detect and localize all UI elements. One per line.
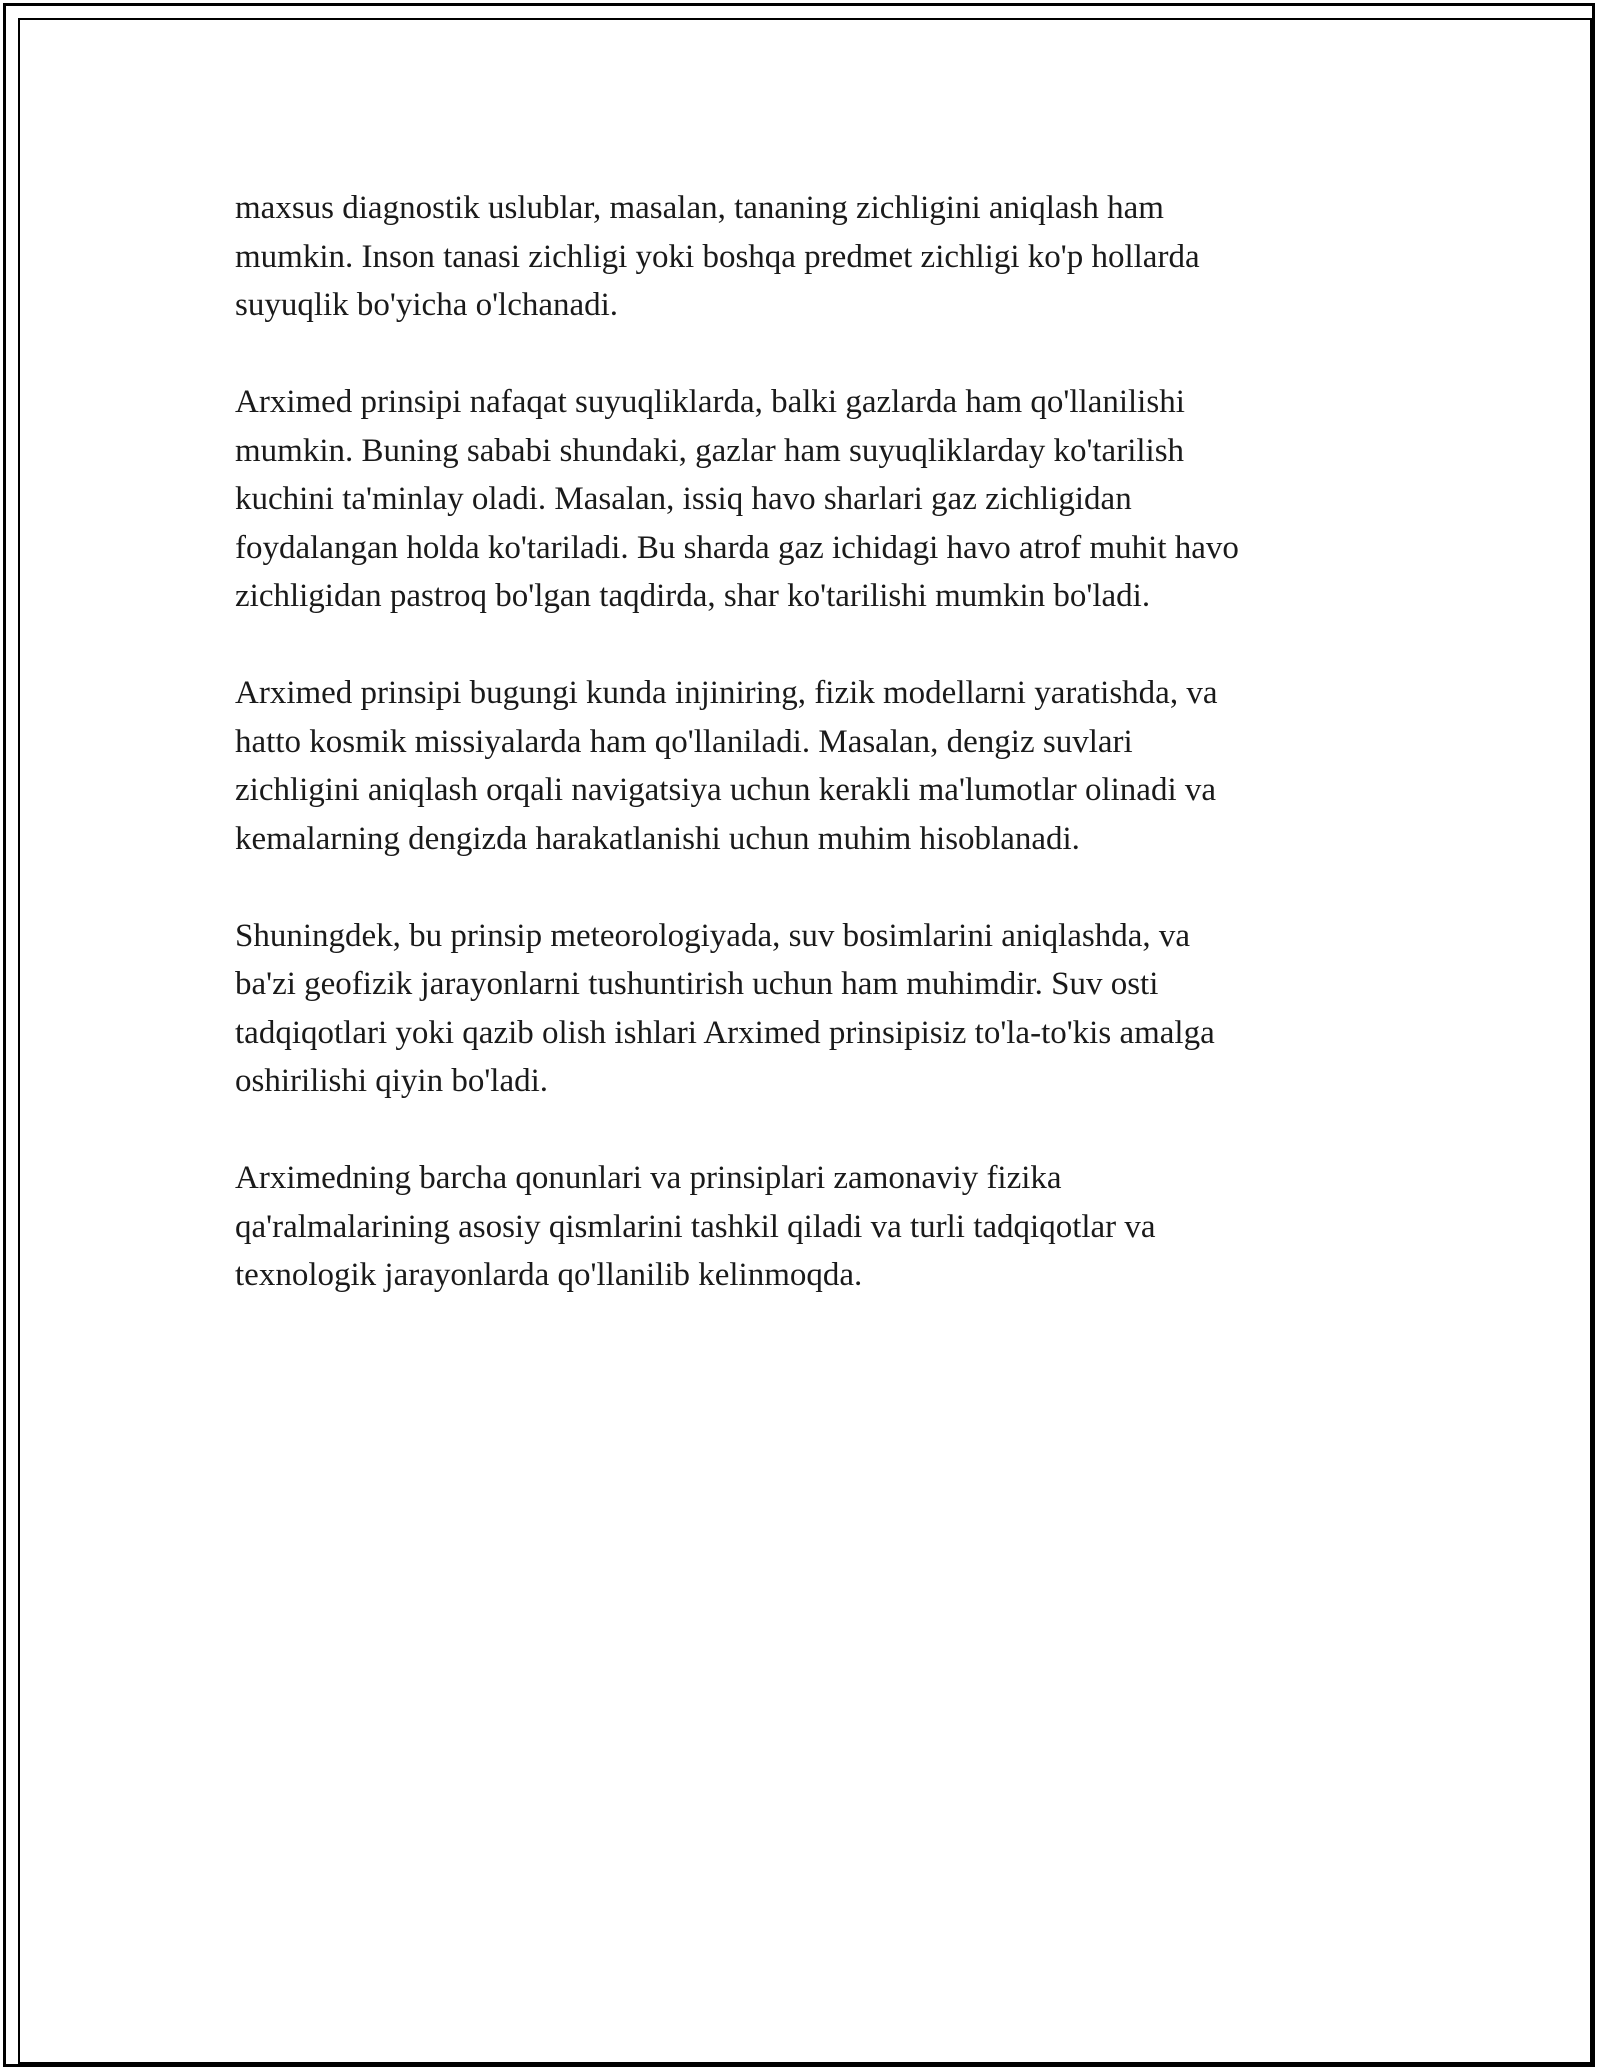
paragraph-3: Arximed prinsipi bugungi kunda injiniring, fizik modellarni yaratishda, va hatto kosmik missiyalarda ham qo'llaniladi. Masalan, dengiz suvlari zichligini aniqlash orqali navigatsiya uchun kerakli ma'lumotlar olinadi va kemalarning dengizda harakatlanishi uchun muhim hisoblanadi. [235, 675, 1218, 857]
paragraph-5: Arximedning barcha qonunlari va prinsiplari zamonaviy fizika qa'ralmalarining asosiy qismlarini tashkil qiladi va turli tadqiqotlar va texnologik jarayonlarda qo'llanilib kelinmoqda. [235, 1160, 1156, 1293]
paragraph-4: Shuningdek, bu prinsip meteorologiyada, suv bosimlarini aniqlashda, va ba'zi geofizik jarayonlarni tushuntirish uchun ham muhimdir. Suv osti tadqiqotlari yoki qazib olish ishlari Arximed prinsipisiz to'la-to'kis amalga oshirilishi qiyin bo'ladi. [235, 917, 1215, 1099]
document-body [235, 184, 1375, 1348]
paragraph-1: maxsus diagnostik uslublar, masalan, tananing zichligini aniqlash ham mumkin. Inson tanasi zichligi yoki boshqa predmet zichligi ko'p hollarda suyuqlik bo'yicha o'lchanadi. [235, 190, 1200, 323]
paragraph-2: Arximed prinsipi nafaqat suyuqliklarda, balki gazlarda ham qo'llanilishi mumkin. Buning sababi shundaki, gazlar ham suyuqliklarday ko'tarilish kuchini ta'minlay oladi. Masalan, issiq havo sharlari gaz zichligidan foydalangan holda ko'tariladi. Bu sharda gaz ichidagi havo atrof muhit havo zichligidan pastroq bo'lgan taqdirda, shar ko'tarilishi mumkin bo'ladi. [235, 384, 1239, 614]
